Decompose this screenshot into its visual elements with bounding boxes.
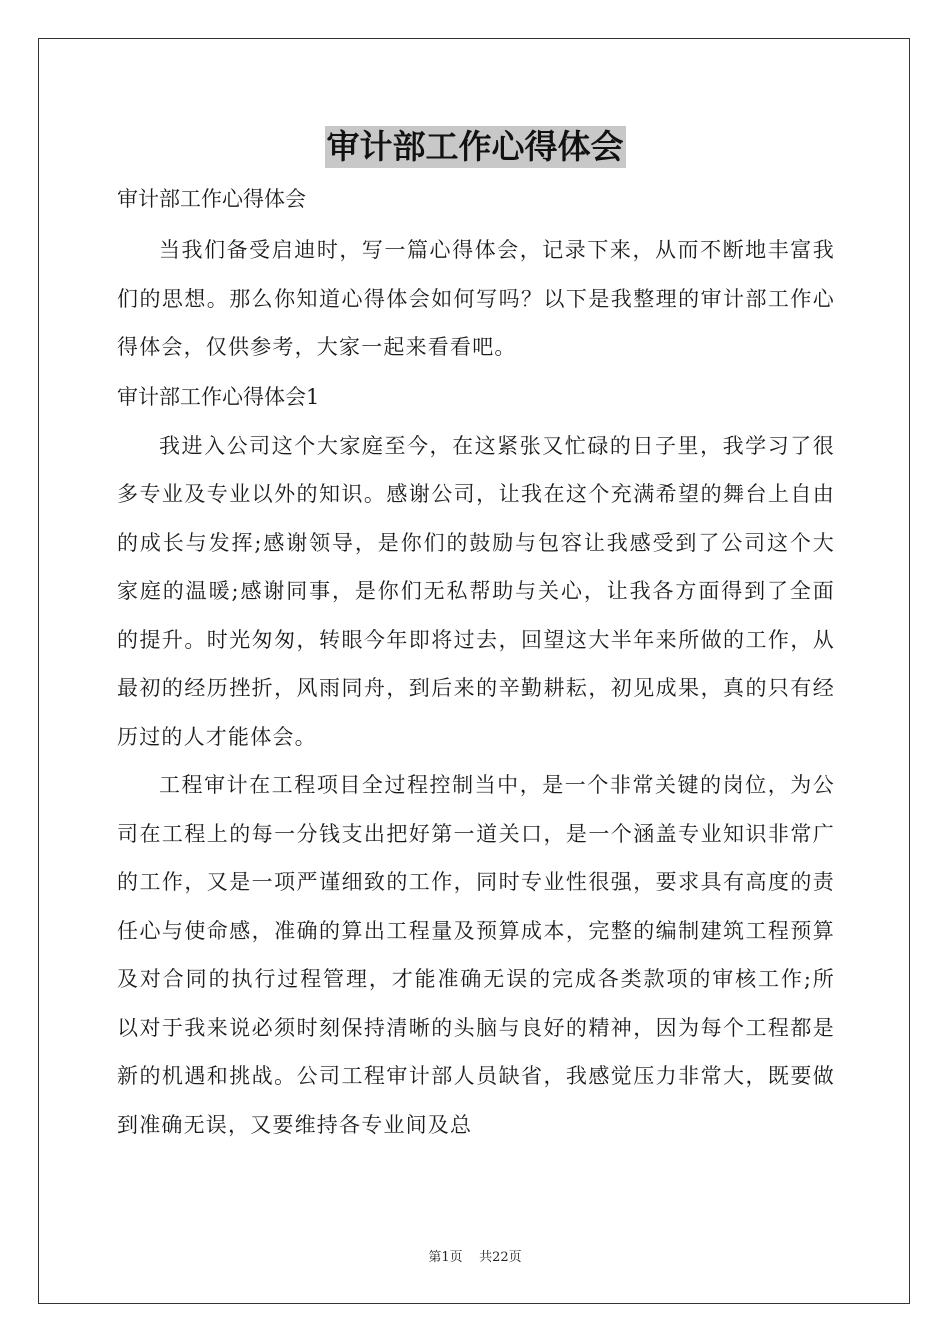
document-subtitle: 审计部工作心得体会	[117, 187, 306, 211]
body-paragraph-2: 工程审计在工程项目全过程控制当中，是一个非常关键的岗位，为公司在工程上的每一分钱支出把好第一道关口，是一个涵盖专业知识非常广的工作，又是一项严谨细致的工作，同时专业性很强，要求具有高度的责任心与使命感，准确的算出工程量及预算成本，完整的编制建筑工程预算及对合同的执行过程管理，才能准确无误的完成各类款项的审核工作;所以对于我来说必须时刻保持清晰的头脑与良好的精神，因为每个工程都是新的机遇和挑战。公司工程审计部人员缺省，我感觉压力非常大，既要做到准确无误，又要维持各专业间及总	[117, 773, 835, 1137]
body-paragraph-1: 我进入公司这个大家庭至今，在这紧张又忙碌的日子里，我学习了很多专业及专业以外的知识。感谢公司，让我在这个充满希望的舞台上自由的成长与发挥;感谢领导，是你们的鼓励与包容让我感受到了公司这个大家庭的温暖;感谢同事，是你们无私帮助与关心，让我各方面得到了全面的提升。时光匆匆，转眼今年即将过去，回望这大半年来所做的工作，从最初的经历挫折，风雨同舟，到后来的辛勤耕耘，初见成果，真的只有经历过的人才能体会。	[117, 433, 835, 749]
section-heading: 审计部工作心得体会1	[117, 384, 320, 409]
document-title: 审计部工作心得体会	[326, 127, 624, 166]
page-total: 共22页	[479, 1250, 522, 1265]
page-footer	[0, 1246, 950, 1265]
document-body	[117, 178, 835, 1149]
title-container	[0, 126, 950, 168]
intro-paragraph: 当我们备受启迪时，写一篇心得体会，记录下来，从而不断地丰富我们的思想。那么你知道心得体会如何写吗？以下是我整理的审计部工作心得体会，仅供参考，大家一起来看看吧。	[117, 238, 835, 359]
page-number: 第1页	[428, 1250, 463, 1265]
